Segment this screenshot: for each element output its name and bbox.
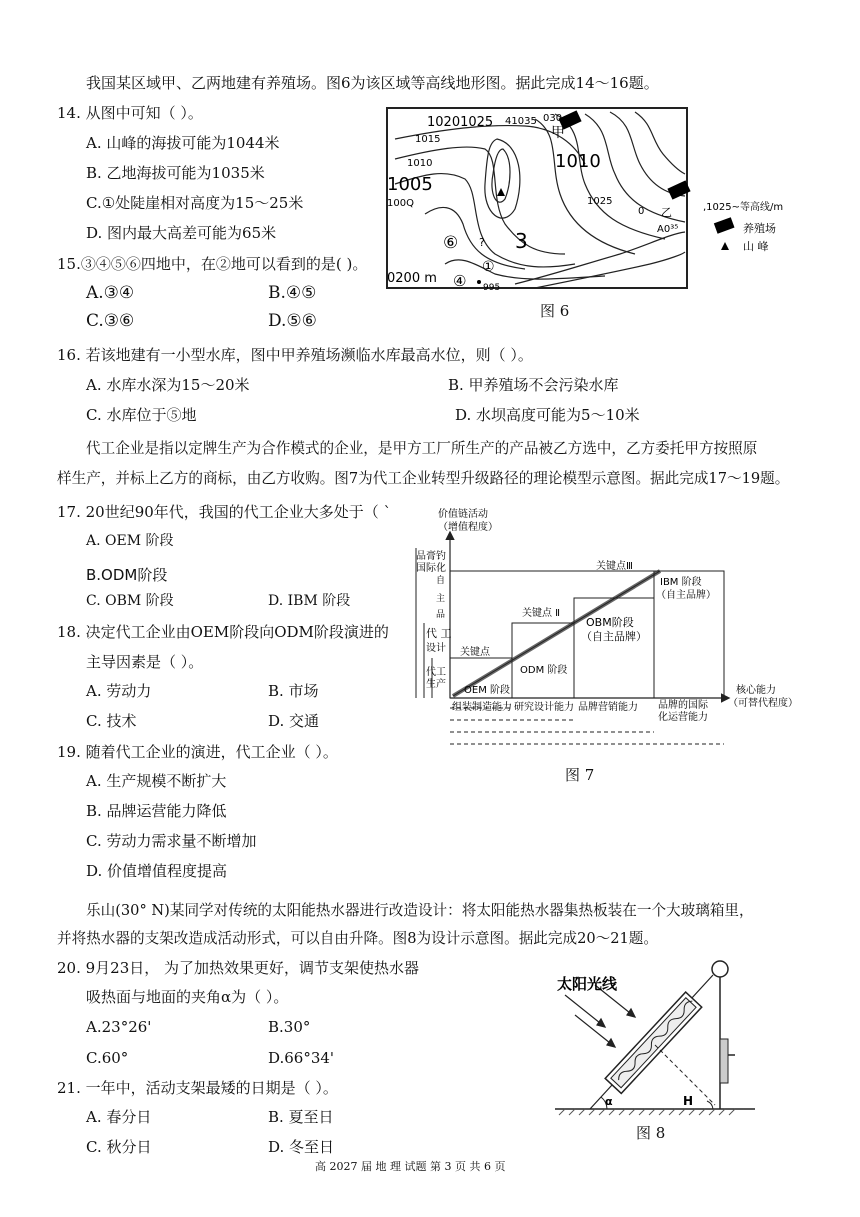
contour-label-1010-large: 1010 [555,151,601,172]
y-axis-label-2: （增值程度） [438,522,498,533]
x-axis-label-2: （可替代程度） [728,698,798,709]
q17-stem: 17. 20世纪90年代，我国的代工企业大多处于（ ` [57,503,392,521]
q21-option-c: C. 秋分日 [86,1138,152,1156]
q15-stem: 15.③④⑤⑥四地中，在②地可以看到的是( )。 [57,255,368,273]
intro-text-2-line2: 样生产，并标上乙方的商标，由乙方收购。图7为代工企业转型升级路径的理论模型示意图。据此完成17～19题。 [57,470,790,487]
label-yi: 乙 [661,206,672,219]
q19-option-d: D. 价值增值程度提高 [86,862,228,880]
q15-option-c: C.③⑥ [86,311,135,331]
q15-option-a: A.③④ [86,283,135,303]
label-question: ? [479,236,485,249]
q17-option-d: D. IBM 阶段 [268,593,351,609]
q20-option-d: D.66°34' [268,1049,335,1067]
q20-option-a: A.23°26' [86,1018,152,1036]
sunlight-label: 太阳光线 [557,975,618,993]
label-prod-1: 代工 [426,667,446,678]
stage-obm: OBM阶段 [586,616,634,629]
marker-4: ④ [453,272,467,290]
q21-option-b: B. 夏至日 [268,1108,334,1126]
capability-2: 研究设计能力 [514,702,574,713]
q14-option-c: C.①处陡崖相对高度为15～25米 [86,194,304,212]
q20-stem-line2: 吸热面与地面的夹角α为（ ）。 [86,988,289,1006]
figure-6-caption: 图 6 [540,302,570,320]
capability-3: 品牌营销能力 [578,702,638,713]
intro-text-1: 我国某区域甲、乙两地建有养殖场。图6为该区域等高线地形图。据此完成14～16题。 [86,74,659,92]
intro-text-3-line2: 并将热水器的支架改造成活动形式，可以自由升降。图8为设计示意图。据此完成20～21题。 [57,930,658,947]
q16-option-b: B. 甲养殖场不会污染水库 [448,376,619,394]
contour-label-1010: 1010 [407,158,433,169]
q14-stem: 14. 从图中可知（ ）。 [57,104,203,122]
peak-icon [497,188,505,196]
capability-4b: 化运营能力 [658,712,708,723]
legend-peak: 山 峰 [743,240,769,253]
alpha-label: α [605,1095,613,1108]
q17-option-b: B.ODM阶段 [86,566,168,584]
q17-option-a: A. OEM 阶段 [86,533,174,549]
capability-4a: 品牌的国际 [658,700,708,711]
q18-stem: 18. 决定代工企业由OEM阶段向ODM阶段演进的 [57,623,389,641]
legend-peak-icon [721,242,729,250]
key-point-3: 关键点Ⅲ [596,561,633,572]
q16-stem: 16. 若该地建有一小型水库，图中甲养殖场濒临水库最高水位，则（ ）。 [57,346,533,364]
x-axis-label-1: 核心能力 [736,685,776,696]
q14-option-a: A. 山峰的海拔可能为1044米 [86,134,280,152]
q19-option-b: B. 品牌运营能力降低 [86,802,227,820]
q21-option-a: A. 春分日 [86,1108,152,1126]
page-footer: 高 2027 届 地 理 试题 第 3 页 共 6 页 [315,1160,506,1173]
figure-7-diagram [398,503,818,761]
y-axis-label-1: 价值链活动 [438,509,488,520]
contour-label-030: 030 [543,113,563,124]
contour-label-1025: 1025 [587,196,613,207]
q18-option-c: C. 技术 [86,712,137,730]
q18-option-a: A. 劳动力 [86,682,152,700]
h-label: H [683,1094,694,1108]
label-self-1: 自 [436,576,446,586]
q21-option-d: D. 冬至日 [268,1138,335,1156]
label-self-2: 主 [436,594,446,604]
label-jia: 甲 [551,125,565,141]
label-prod-2: 生产 [426,679,446,690]
q20-stem: 20. 9月23日， 为了加热效果更好，调节支架使热水器 [57,959,420,977]
contour-label-100q: 100Q [387,198,414,209]
intro-text-3-line1: 乐山(30° N)某同学对传统的太阳能热水器进行改造设计：将太阳能热水器集热板装在一个大玻璃箱里， [86,902,754,919]
stage-oem: OEM 阶段 [464,685,510,696]
q19-option-c: C. 劳动力需求量不断增加 [86,832,257,850]
key-point-2: 关键点 Ⅱ [522,608,561,619]
label-self-3: 品 [436,610,446,620]
q15-option-d: D.⑤⑥ [268,311,317,331]
q17-option-c: C. OBM 阶段 [86,593,174,609]
contour-label-41035: 41035 [505,116,537,127]
q19-option-a: A. 生产规模不断扩大 [86,772,227,790]
figure-8-water-heater-diagram [555,955,755,1125]
contour-label-1005: 1005 [387,174,433,195]
stage-ibm-sub: （自主品牌） [656,590,716,601]
label-0: 0 [638,206,645,217]
q16-option-a: A. 水库水深为15～20米 [86,376,250,394]
label-brand-2: 国际化 [416,563,446,574]
legend-contour: ,1025~等高线/m [703,202,784,213]
intro-text-2-line1: 代工企业是指以定牌生产为合作模式的企业，是甲方工厂所生产的产品被乙方选中，乙方委托甲方按照原 [86,440,758,457]
marker-3: 3 [515,229,528,253]
legend-farm: 养殖场 [743,222,776,235]
marker-6: ⑥ [443,233,459,253]
label-design-2: 设计 [426,643,446,654]
q18-option-d: D. 交通 [268,712,320,730]
q16-option-d: D. 水坝高度可能为5～10米 [455,406,640,424]
label-brand-1: 品膏钓 [416,551,446,562]
figure-8-caption: 图 8 [636,1124,666,1142]
stage-odm: ODM 阶段 [520,665,568,676]
stage-ibm: IBM 阶段 [660,577,702,588]
figure-6-contour-map [385,104,815,294]
contour-label-1015: 1015 [415,134,441,145]
figure-7-caption: 图 7 [565,766,595,784]
q15-option-b: B.④⑤ [268,283,317,303]
label-design-1: 代 工 [426,627,452,640]
q20-option-b: B.30° [268,1018,311,1036]
stage-obm-sub: （自主品牌） [581,630,647,643]
contour-label-995: 995 [483,283,501,293]
q16-option-c: C. 水库位于⑤地 [86,406,197,424]
marker-1: ① [482,259,495,275]
contour-label-1020: 10201025 [427,115,494,130]
legend-farm-icon [714,217,735,233]
q18-option-b: B. 市场 [268,682,319,700]
q14-option-b: B. 乙地海拔可能为1035米 [86,164,265,182]
q19-stem: 19. 随着代工企业的演进，代工企业（ ）。 [57,743,338,761]
label-a035: A0³⁵ [657,224,679,235]
key-point-1: 关键点 [460,647,490,658]
scale-label: 0200 m [387,271,437,286]
q14-option-d: D. 图内最大高差可能为65米 [86,224,277,242]
q18-stem-line2: 主导因素是（ ）。 [86,653,204,671]
q21-stem: 21. 一年中，活动支架最矮的日期是（ ）。 [57,1079,338,1097]
capability-1: 组装制造能力 [452,702,512,713]
q20-option-c: C.60° [86,1049,129,1067]
